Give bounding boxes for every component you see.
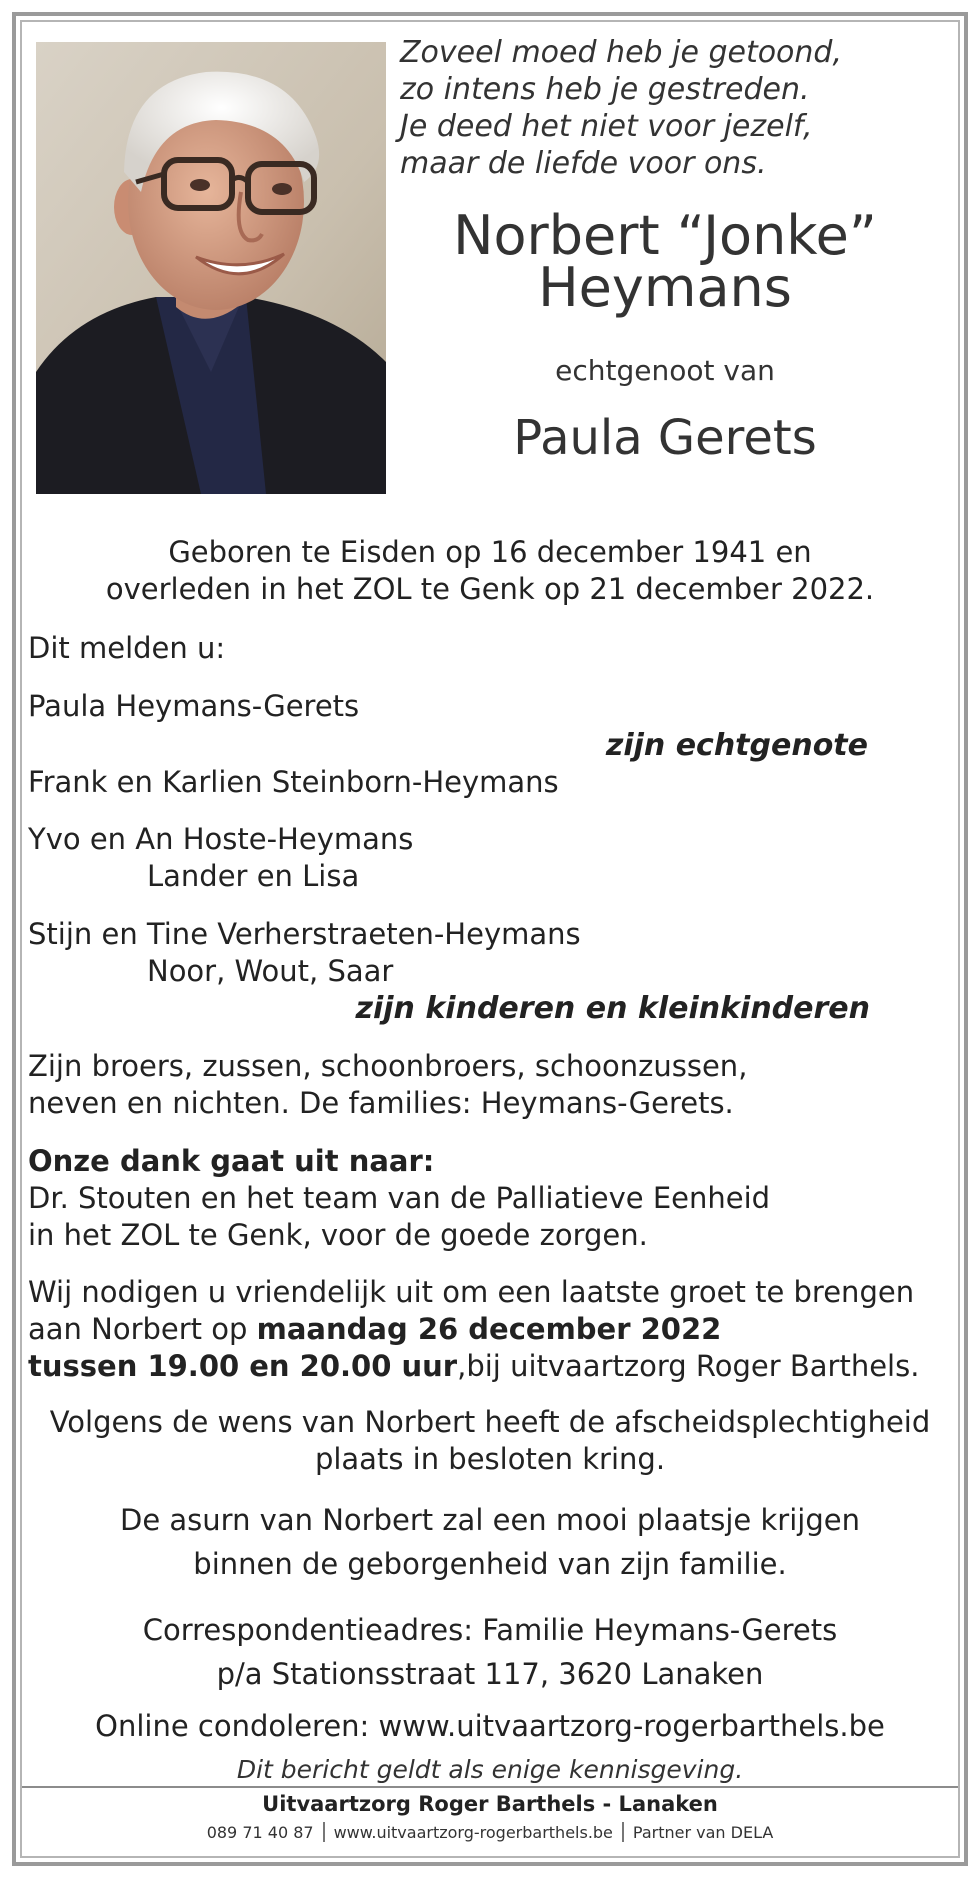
urn-line: De asurn van Norbert zal een mooi plaatsje krijgen [120, 1503, 860, 1537]
farewell-line: plaats in besloten kring. [314, 1442, 666, 1476]
poem-line: zo intens heb je gestreden. [400, 72, 810, 107]
family-child: Frank en Karlien Steinborn-Heymans [28, 765, 559, 799]
footer-contact [28, 1822, 952, 1842]
deceased-name-line1: Norbert “Jonke” [453, 204, 877, 267]
footer-separator [622, 1822, 624, 1842]
urn-line: binnen de geborgenheid van zijn familie. [193, 1547, 787, 1581]
footer-separator [323, 1822, 325, 1842]
footer-partner: Partner van DELA [632, 1823, 774, 1842]
correspondence-line: p/a Stationsstraat 117, 3620 Lanaken [216, 1657, 764, 1691]
online-condolence: Online condoleren: www.uitvaartzorg-rogerbarthels.be [95, 1709, 885, 1743]
thanks-line: Dr. Stouten en het team van de Palliatieve Eenheid [28, 1181, 771, 1215]
family-others-line: Zijn broers, zussen, schoonbroers, schoonzussen, [28, 1049, 748, 1083]
invitation-text: ,bij uitvaartzorg Roger Barthels. [457, 1349, 920, 1383]
invitation-line [28, 1311, 721, 1348]
footer-company: Uitvaartzorg Roger Barthels - Lanaken [262, 1792, 718, 1816]
family-child: Yvo en An Hoste-Heymans [28, 822, 414, 856]
children-relation: zijn kinderen en kleinkinderen [355, 991, 870, 1026]
footer-website: www.uitvaartzorg-rogerbarthels.be [333, 1823, 613, 1842]
deceased-name-line2: Heymans [538, 256, 792, 319]
visitation-time: tussen 19.00 en 20.00 uur [28, 1349, 458, 1383]
family-others-line: neven en nichten. De families: Heymans-Gerets. [28, 1086, 734, 1120]
spouse-relation: zijn echtgenote [605, 728, 868, 763]
announce-intro: Dit melden u: [28, 631, 226, 665]
notice-text: Dit bericht geldt als enige kennisgeving. [236, 1755, 744, 1784]
poem-line: maar de liefde voor ons. [400, 146, 767, 181]
family-child: Stijn en Tine Verherstraeten-Heymans [28, 917, 581, 951]
family-grandchildren: Lander en Lisa [147, 859, 360, 893]
visitation-date: maandag 26 december 2022 [256, 1312, 722, 1346]
footer-divider [22, 1786, 958, 1788]
invitation-text: aan Norbert op [28, 1312, 257, 1346]
correspondence-line: Correspondentieadres: Familie Heymans-Gerets [142, 1613, 838, 1647]
deceased-name [400, 204, 930, 319]
portrait-photo [36, 42, 386, 494]
farewell-line: Volgens de wens van Norbert heeft de afscheidsplechtigheid [49, 1405, 931, 1439]
thanks-heading: Onze dank gaat uit naar: [28, 1144, 435, 1178]
memorial-poem [400, 34, 960, 182]
poem-line: Zoveel moed heb je getoond, [400, 35, 843, 70]
invitation-line: Wij nodigen u vriendelijk uit om een laatste groet te brengen [28, 1275, 915, 1309]
spouse-name: Paula Gerets [513, 410, 817, 466]
family-grandchildren: Noor, Wout, Saar [147, 954, 394, 988]
family-spouse: Paula Heymans-Gerets [28, 689, 360, 723]
thanks-line: in het ZOL te Genk, voor de goede zorgen. [28, 1218, 648, 1252]
invitation-line [28, 1348, 919, 1385]
birth-line: Geboren te Eisden op 16 december 1941 en [168, 535, 812, 569]
death-line: overleden in het ZOL te Genk op 21 december 2022. [105, 572, 875, 606]
poem-line: Je deed het niet voor jezelf, [400, 109, 813, 144]
footer-phone: 089 71 40 87 [206, 1823, 314, 1842]
spouse-intro: echtgenoot van [555, 354, 775, 387]
